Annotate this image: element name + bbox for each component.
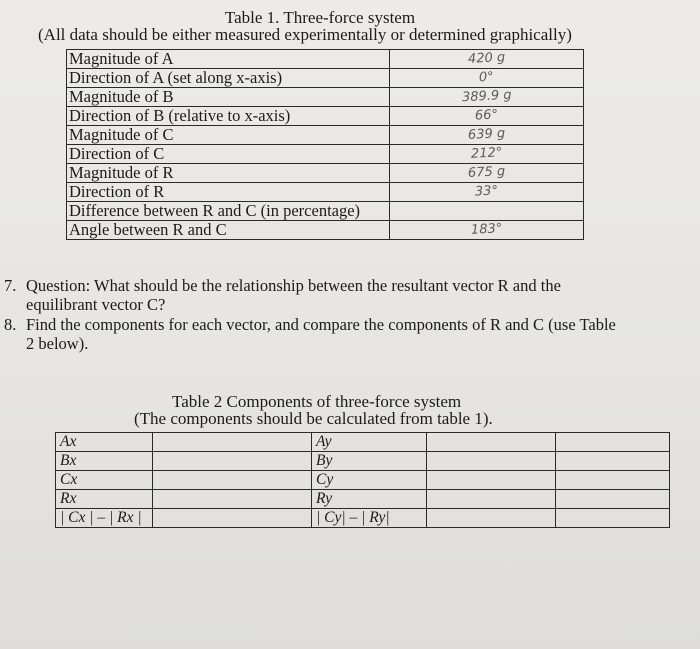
table1-value[interactable] <box>390 221 584 240</box>
handwritten-value: 212° <box>470 145 503 162</box>
table1-value[interactable] <box>390 202 584 221</box>
table1-value[interactable] <box>390 50 584 69</box>
handwritten-value: 389.9 g <box>461 87 512 106</box>
table2-subtitle: (The components should be calculated from table 1). <box>134 409 493 428</box>
table2-x-value[interactable] <box>153 433 312 452</box>
table1-value[interactable] <box>390 107 584 126</box>
table2-row <box>56 471 670 490</box>
table1-row <box>67 202 584 221</box>
question-7-line1: Question: What should be the relationship between the resultant vector R and the <box>26 276 561 295</box>
handwritten-value: 66° <box>474 107 499 124</box>
table1-row <box>67 145 584 164</box>
handwritten-value: 0° <box>478 69 495 86</box>
table1-value[interactable] <box>390 126 584 145</box>
table1-row <box>67 126 584 145</box>
handwritten-value: 420 g <box>467 50 506 67</box>
table1-label: Magnitude of R <box>67 164 390 183</box>
question-8-line2: 2 below). <box>26 334 89 353</box>
table1-title: Table 1. Three-force system <box>224 8 416 27</box>
question-7 <box>4 276 561 314</box>
table2-x-value[interactable] <box>153 490 312 509</box>
table1-value[interactable] <box>390 88 584 107</box>
table1-label: Direction of A (set along x-axis) <box>67 69 390 88</box>
table1-row <box>67 164 584 183</box>
question-8 <box>4 315 616 353</box>
question-7-line2: equilibrant vector C? <box>26 295 166 314</box>
table1-subtitle: (All data should be either measured experimentally or determined graphically) <box>38 25 572 44</box>
table2-x-label: Rx <box>56 490 153 509</box>
table2-y-label: | Cy| – | Ry| <box>312 509 427 528</box>
table2-y-value[interactable] <box>427 490 556 509</box>
table2-y-value[interactable] <box>427 471 556 490</box>
table1-row <box>67 107 584 126</box>
handwritten-value: 675 g <box>467 164 506 181</box>
table1-value[interactable] <box>390 69 584 88</box>
table2-x-label: Ax <box>56 433 153 452</box>
table2-x-label: Bx <box>56 452 153 471</box>
question-8-number: 8. <box>4 315 17 334</box>
table1-label: Difference between R and C (in percentage) <box>67 202 390 221</box>
table2-row <box>56 509 670 528</box>
table2-extra-value[interactable] <box>556 490 670 509</box>
table2-row <box>56 433 670 452</box>
table1-row <box>67 221 584 240</box>
table1 <box>66 49 584 240</box>
table2-y-label: Cy <box>312 471 427 490</box>
table2-extra-value[interactable] <box>556 471 670 490</box>
table2-x-label: | Cx | – | Rx | <box>56 509 153 528</box>
table2-row <box>56 452 670 471</box>
table2-title: Table 2 Components of three-force system <box>172 392 462 411</box>
table1-row <box>67 69 584 88</box>
table1-value[interactable] <box>390 183 584 202</box>
handwritten-value: 33° <box>474 183 499 200</box>
table1-row <box>67 183 584 202</box>
handwritten-value: 639 g <box>467 126 506 143</box>
table2-x-label: Cx <box>56 471 153 490</box>
table1-label: Direction of B (relative to x-axis) <box>67 107 390 126</box>
table2-y-label: Ay <box>312 433 427 452</box>
table2-y-value[interactable] <box>427 452 556 471</box>
table1-label: Direction of R <box>67 183 390 202</box>
table2-x-value[interactable] <box>153 471 312 490</box>
table2-y-value[interactable] <box>427 509 556 528</box>
table1-value[interactable] <box>390 145 584 164</box>
handwritten-value: 183° <box>470 221 503 238</box>
table2-x-value[interactable] <box>153 452 312 471</box>
table1-row <box>67 50 584 69</box>
table1-label: Direction of C <box>67 145 390 164</box>
table1-label: Angle between R and C <box>67 221 390 240</box>
table2-extra-value[interactable] <box>556 452 670 471</box>
question-7-number: 7. <box>4 276 17 295</box>
table1-label: Magnitude of A <box>67 50 390 69</box>
table2-y-label: By <box>312 452 427 471</box>
table2-x-value[interactable] <box>153 509 312 528</box>
table2-row <box>56 490 670 509</box>
table2-extra-value[interactable] <box>556 433 670 452</box>
table1-row <box>67 88 584 107</box>
table2-y-label: Ry <box>312 490 427 509</box>
table2-y-value[interactable] <box>427 433 556 452</box>
table2 <box>55 432 670 528</box>
table1-value[interactable] <box>390 164 584 183</box>
table2-extra-value[interactable] <box>556 509 670 528</box>
table1-label: Magnitude of B <box>67 88 390 107</box>
question-8-line1: Find the components for each vector, and compare the components of R and C (use Table <box>26 315 616 334</box>
table1-label: Magnitude of C <box>67 126 390 145</box>
